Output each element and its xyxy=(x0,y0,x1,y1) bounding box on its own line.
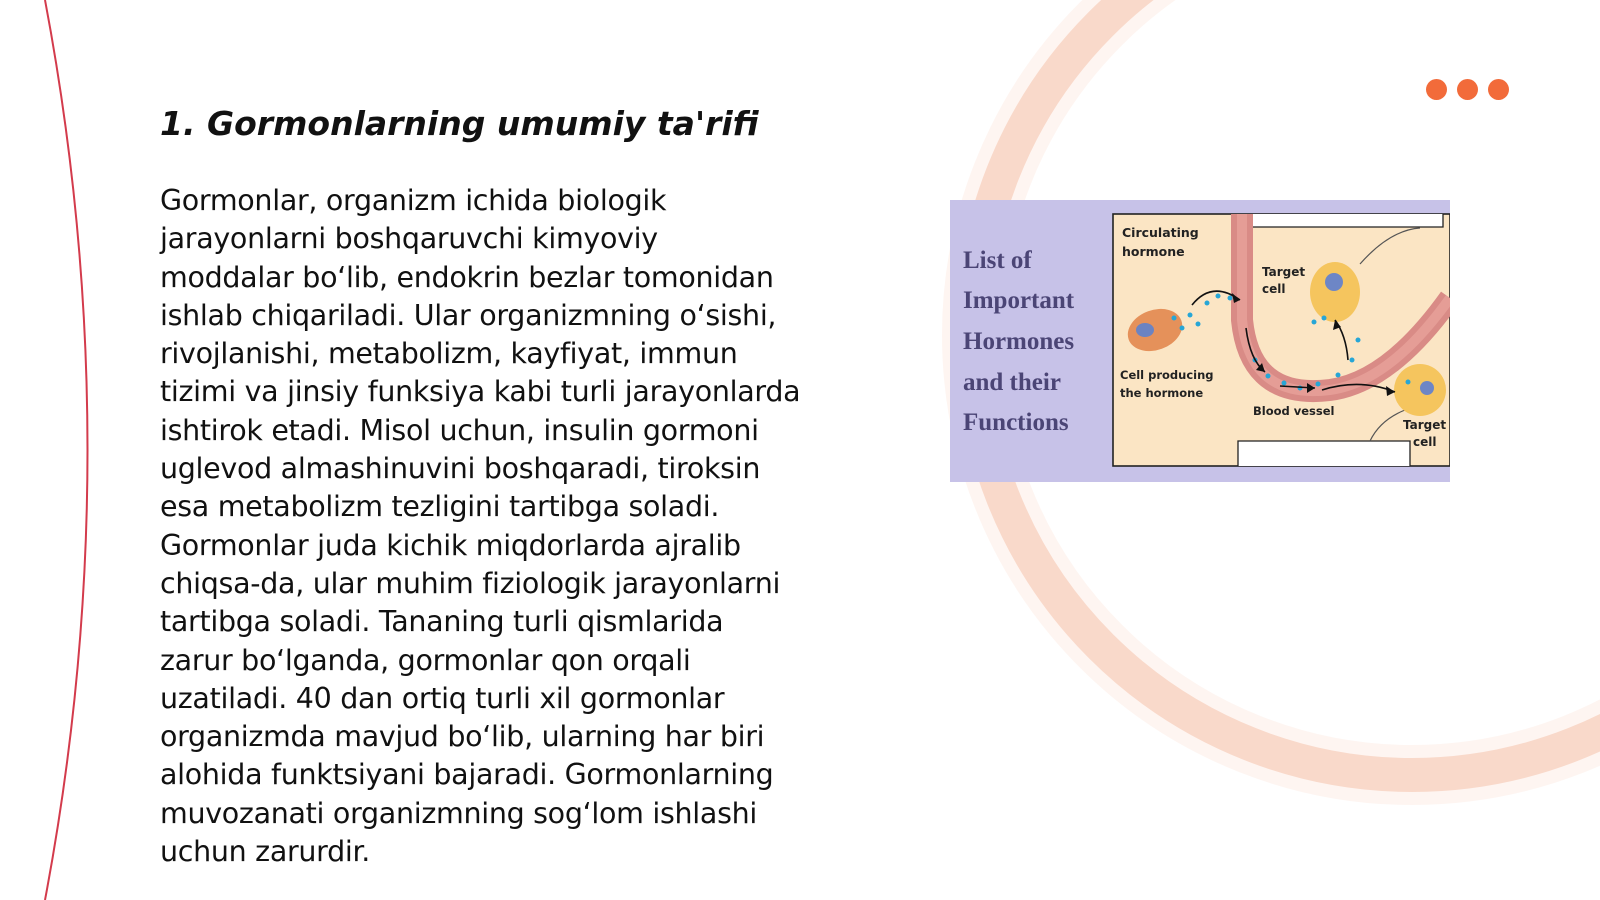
figure-side-title-line: Hormones xyxy=(963,328,1075,355)
body-paragraph xyxy=(160,182,850,871)
figure-side-title-line: and their xyxy=(963,369,1061,396)
body-line: zarur bo‘lganda, gormonlar qon orqali xyxy=(160,643,691,677)
left-accent-curve xyxy=(45,0,88,900)
figure-side-title-line: Functions xyxy=(963,409,1069,436)
slide-title: 1. Gormonlarning umumiy ta'rifi xyxy=(160,104,759,143)
label-blood-vessel: Blood vessel xyxy=(1253,404,1335,418)
target-cell-nucleus xyxy=(1325,273,1343,291)
body-line: alohida funktsiyani bajaradi. Gormonlarning xyxy=(160,758,774,792)
body-line: ishlab chiqariladi. Ular organizmning o‘sishi, xyxy=(160,298,777,332)
label-line: Cell producing xyxy=(1120,368,1214,382)
label-line: Target xyxy=(1403,418,1447,432)
dot xyxy=(1426,79,1447,100)
body-line: moddalar bo‘lib, endokrin bezlar tomonidan xyxy=(160,260,774,294)
label-line: the hormone xyxy=(1120,386,1204,400)
body-line: ishtirok etadi. Misol uchun, insulin gormoni xyxy=(160,413,759,447)
body-line: rivojlanishi, metabolizm, kayfiyat, immun xyxy=(160,337,738,371)
body-line: uglevod almashinuvini boshqaradi, tiroksin xyxy=(160,452,761,486)
body-line: uchun zarurdir. xyxy=(160,835,371,869)
tissue-bottom xyxy=(1238,441,1410,466)
tissue-top xyxy=(1250,214,1443,227)
target-cell xyxy=(1310,262,1360,322)
dot xyxy=(1457,79,1478,100)
label-line: cell xyxy=(1413,435,1437,449)
producing-cell-nucleus xyxy=(1136,323,1154,337)
body-line: Gormonlar, organizm ichida biologik xyxy=(160,184,667,217)
body-line: esa metabolizm tezligini tartibga soladi. xyxy=(160,490,720,524)
dot xyxy=(1488,79,1509,100)
body-line: jarayonlarni boshqaruvchi kimyoviy xyxy=(160,222,658,256)
body-line: uzatiladi. 40 dan ortiq turli xil gormonlar xyxy=(160,681,725,715)
label-line: hormone xyxy=(1122,244,1185,259)
body-line: tartibga soladi. Tananing turli qismlarida xyxy=(160,605,724,639)
target-cell-nucleus xyxy=(1420,381,1434,395)
hormone-diagram-image xyxy=(950,200,1450,482)
body-line: muvozanati organizmning sog‘lom ishlashi xyxy=(160,796,757,830)
label-line: cell xyxy=(1262,282,1286,296)
label-line: Target xyxy=(1262,265,1306,279)
figure-side-title-line: Important xyxy=(963,287,1075,314)
body-line: organizmda mavjud bo‘lib, ularning har biri xyxy=(160,720,765,754)
body-line: tizimi va jinsiy funksiya kabi turli jarayonlarda xyxy=(160,375,801,409)
menu-dots-icon xyxy=(1426,79,1509,100)
label-line: Circulating xyxy=(1122,225,1199,240)
body-line: chiqsa-da, ular muhim fiziologik jarayonlarni xyxy=(160,566,781,600)
body-line: Gormonlar juda kichik miqdorlarda ajralib xyxy=(160,528,741,562)
figure-side-title-line: List of xyxy=(963,247,1032,274)
target-cell xyxy=(1394,364,1446,416)
